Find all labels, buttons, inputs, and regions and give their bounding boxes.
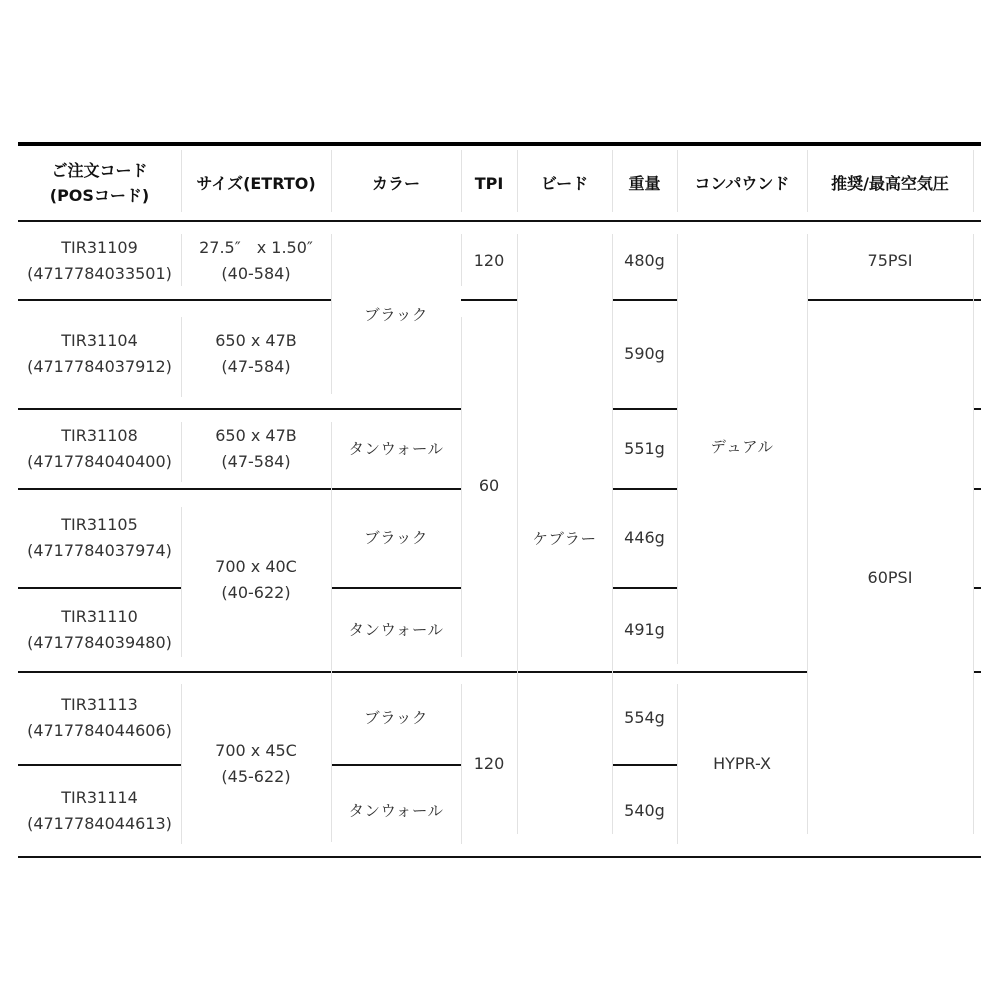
size-name: 700 x 40C xyxy=(215,557,297,576)
header-color xyxy=(331,146,461,220)
tpi-cell xyxy=(461,300,517,671)
color-label: タンウォール xyxy=(348,620,444,639)
size-etrto: (47-584) xyxy=(221,451,291,471)
table-row-code xyxy=(18,765,181,856)
header-tpi xyxy=(461,146,517,220)
bead-value: ケブラー xyxy=(532,530,597,548)
tpi-cell xyxy=(461,672,517,856)
color-label: タンウォール xyxy=(348,801,444,820)
compound-value: デュアル xyxy=(710,437,774,456)
header-compound-label: コンパウンド xyxy=(694,173,790,193)
size-cell xyxy=(181,222,331,299)
order-code: TIR31110 xyxy=(61,606,138,626)
order-code: TIR31109 xyxy=(61,237,138,257)
header-bead-label: ビード xyxy=(540,173,589,193)
header-order-code-line1: ご注文コード xyxy=(51,161,148,180)
weight-value: 491g xyxy=(624,619,665,639)
pressure-value: 60PSI xyxy=(867,568,913,587)
size-name: 650 x 47B xyxy=(215,425,297,445)
weight-cell xyxy=(612,222,677,299)
bead-cell xyxy=(517,222,612,856)
tpi-cell xyxy=(461,222,517,299)
header-compound xyxy=(677,146,807,220)
color-cell xyxy=(331,409,461,488)
spec-table xyxy=(18,142,981,858)
compound-value: HYPR-X xyxy=(713,754,771,773)
color-cell xyxy=(331,588,461,671)
header-pressure-label: 推奨/最高空気圧 xyxy=(831,173,949,193)
color-label: ブラック xyxy=(364,306,428,324)
pos-code: (4717784040400) xyxy=(27,451,172,471)
weight-value: 590g xyxy=(624,344,665,363)
header-order-code xyxy=(18,146,181,220)
tpi-value: 60 xyxy=(478,475,500,495)
header-bead xyxy=(517,146,612,220)
order-code: TIR31113 xyxy=(61,695,138,714)
pressure-value: 75PSI xyxy=(867,250,913,270)
size-cell xyxy=(181,489,331,671)
order-code: TIR31105 xyxy=(61,515,138,534)
table-row-code xyxy=(18,222,181,299)
size-etrto: (40-622) xyxy=(221,583,291,602)
header-size-label: サイズ(ETRTO) xyxy=(196,173,316,193)
pos-code: (4717784039480) xyxy=(27,632,172,652)
order-code: TIR31104 xyxy=(61,331,138,350)
order-code: TIR31108 xyxy=(61,425,138,445)
pressure-cell xyxy=(807,222,973,299)
tpi-value: 120 xyxy=(473,754,505,773)
color-cell xyxy=(331,489,461,587)
weight-cell xyxy=(612,489,677,587)
size-name: 700 x 45C xyxy=(215,741,297,760)
table-row-code xyxy=(18,409,181,488)
size-name: 650 x 47B xyxy=(215,331,297,350)
color-cell xyxy=(331,672,461,764)
header-order-code-line2: (POSコード) xyxy=(49,186,150,205)
size-cell xyxy=(181,409,331,488)
header-size xyxy=(181,146,331,220)
weight-value: 446g xyxy=(624,528,665,547)
table-row-code xyxy=(18,300,181,408)
table-row-code xyxy=(18,588,181,671)
color-label: タンウォール xyxy=(348,439,444,458)
weight-value: 480g xyxy=(624,250,665,270)
weight-cell xyxy=(612,300,677,408)
order-code: TIR31114 xyxy=(61,787,138,807)
header-tpi-label: TPI xyxy=(474,173,504,193)
pos-code: (4717784044606) xyxy=(27,721,172,740)
pos-code: (4717784044613) xyxy=(27,813,172,833)
header-pressure xyxy=(807,146,973,220)
size-etrto: (47-584) xyxy=(221,357,291,376)
weight-cell xyxy=(612,588,677,671)
table-row-code xyxy=(18,672,181,764)
header-weight-label: 重量 xyxy=(628,173,661,193)
pressure-cell xyxy=(807,300,973,856)
compound-cell xyxy=(677,672,807,856)
weight-cell xyxy=(612,672,677,764)
color-cell xyxy=(331,222,461,408)
header-weight xyxy=(612,146,677,220)
size-cell xyxy=(181,300,331,408)
row-rule xyxy=(973,587,981,589)
weight-cell xyxy=(612,765,677,856)
color-label: ブラック xyxy=(364,709,428,727)
weight-cell xyxy=(612,409,677,488)
size-etrto: (40-584) xyxy=(221,263,291,283)
color-label: ブラック xyxy=(364,529,428,547)
tpi-value: 120 xyxy=(473,250,505,270)
compound-cell xyxy=(677,222,807,671)
row-rule xyxy=(973,408,981,410)
pos-code: (4717784037912) xyxy=(27,357,172,376)
size-name: 27.5″ x 1.50″ xyxy=(199,237,313,257)
weight-value: 540g xyxy=(624,800,665,820)
size-cell xyxy=(181,672,331,856)
pos-code: (4717784037974) xyxy=(27,541,172,560)
table-bottom-rule xyxy=(18,856,981,858)
weight-value: 551g xyxy=(624,438,665,458)
row-rule xyxy=(973,488,981,490)
column-separator xyxy=(973,234,974,834)
column-separator xyxy=(973,150,974,212)
header-color-label: カラー xyxy=(371,173,420,193)
table-row-code xyxy=(18,489,181,587)
color-cell xyxy=(331,765,461,856)
row-rule xyxy=(973,671,981,673)
size-etrto: (45-622) xyxy=(221,767,291,786)
weight-value: 554g xyxy=(624,708,665,727)
pos-code: (4717784033501) xyxy=(27,263,172,283)
